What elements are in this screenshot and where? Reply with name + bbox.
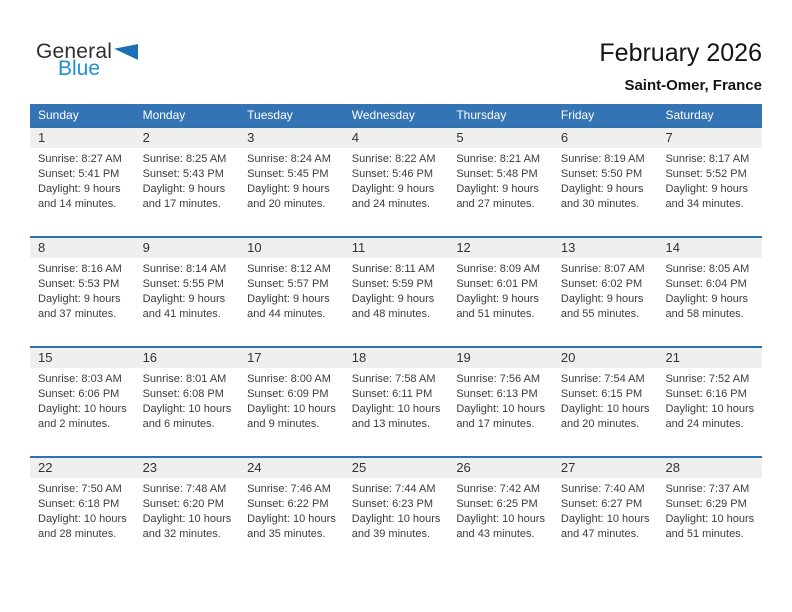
day-number: 12 (448, 238, 553, 258)
calendar-day-cell (448, 238, 553, 346)
daylight-text-line2: and 14 minutes. (38, 198, 117, 210)
day-number: 8 (30, 238, 135, 258)
day-name-friday: Friday (560, 108, 595, 122)
sunrise-text: Sunrise: 8:03 AM (38, 373, 122, 385)
day-details (553, 478, 658, 542)
sunrise-text: Sunrise: 7:48 AM (142, 483, 227, 495)
daylight-text-line2: and 47 minutes. (560, 528, 640, 540)
day-details (657, 368, 762, 432)
day-details (448, 478, 553, 542)
calendar-day-cell (448, 348, 553, 456)
day-number: 28 (657, 458, 762, 478)
daylight-text-line2: and 17 minutes. (142, 198, 221, 210)
daylight-text-line2: and 9 minutes. (247, 418, 320, 430)
day-details (344, 368, 449, 432)
day-number: 26 (448, 458, 553, 478)
calendar-day-cell (657, 128, 762, 236)
sunrise-text: Sunrise: 8:14 AM (142, 263, 227, 275)
day-number: 11 (344, 238, 449, 258)
sunset-text: Sunset: 6:13 PM (456, 388, 538, 400)
sunrise-text: Sunrise: 8:09 AM (456, 263, 541, 275)
daylight-text-line1: Daylight: 10 hours (560, 513, 650, 525)
sunrise-text: Sunrise: 7:56 AM (456, 373, 541, 385)
daylight-text-line1: Daylight: 10 hours (665, 403, 755, 415)
sunrise-text: Sunrise: 7:44 AM (351, 483, 436, 495)
sunset-text: Sunset: 6:06 PM (38, 388, 120, 400)
calendar-week-row (30, 346, 762, 456)
daylight-text-line1: Daylight: 9 hours (456, 183, 539, 195)
sunrise-text: Sunrise: 7:46 AM (247, 483, 331, 495)
sunset-text: Sunset: 6:02 PM (560, 278, 643, 290)
day-name-thursday: Thursday (456, 108, 507, 122)
calendar-week-row (30, 236, 762, 346)
day-details (239, 478, 344, 542)
day-details (448, 258, 553, 322)
sunset-text: Sunset: 6:20 PM (142, 498, 224, 510)
day-number: 17 (239, 348, 344, 368)
day-number: 10 (239, 238, 344, 258)
sunrise-text: Sunrise: 8:05 AM (665, 263, 750, 275)
daylight-text-line1: Daylight: 10 hours (351, 403, 441, 415)
daylight-text-line2: and 2 minutes. (38, 418, 111, 430)
day-number: 3 (239, 128, 344, 148)
day-name-saturday: Saturday (665, 108, 714, 122)
calendar-weeks (30, 126, 762, 566)
daylight-text-line2: and 20 minutes. (560, 418, 640, 430)
calendar-header-row (30, 104, 762, 126)
daylight-text-line1: Daylight: 10 hours (456, 513, 545, 525)
daylight-text-line1: Daylight: 9 hours (247, 183, 330, 195)
sunset-text: Sunset: 6:11 PM (351, 388, 433, 400)
daylight-text-line2: and 17 minutes. (456, 418, 535, 430)
sunset-text: Sunset: 5:53 PM (38, 278, 120, 290)
daylight-text-line1: Daylight: 10 hours (560, 403, 650, 415)
title-block (599, 40, 762, 94)
sunset-text: Sunset: 5:52 PM (665, 168, 747, 180)
logo (36, 40, 138, 81)
day-number: 15 (30, 348, 135, 368)
sunset-text: Sunset: 5:50 PM (560, 168, 643, 180)
calendar-day-cell (135, 238, 240, 346)
day-details (344, 148, 449, 212)
daylight-text-line2: and 28 minutes. (38, 528, 117, 540)
calendar-day-cell (30, 128, 135, 236)
day-details (657, 478, 762, 542)
daylight-text-line1: Daylight: 9 hours (38, 293, 121, 305)
calendar-day-cell (553, 348, 658, 456)
sunrise-text: Sunrise: 8:12 AM (247, 263, 331, 275)
day-number: 18 (344, 348, 449, 368)
day-details (553, 148, 658, 212)
day-details (657, 148, 762, 212)
sunset-text: Sunset: 6:09 PM (247, 388, 329, 400)
daylight-text-line2: and 44 minutes. (247, 308, 326, 320)
day-details (30, 258, 135, 322)
day-number: 1 (30, 128, 135, 148)
daylight-text-line2: and 55 minutes. (560, 308, 640, 320)
day-number: 9 (135, 238, 240, 258)
sunset-text: Sunset: 6:23 PM (351, 498, 434, 510)
daylight-text-line1: Daylight: 10 hours (456, 403, 545, 415)
daylight-text-line1: Daylight: 10 hours (142, 513, 232, 525)
sunrise-text: Sunrise: 8:01 AM (142, 373, 227, 385)
sunset-text: Sunset: 5:45 PM (247, 168, 329, 180)
day-number: 2 (135, 128, 240, 148)
day-number: 16 (135, 348, 240, 368)
calendar-day-cell (448, 458, 553, 566)
daylight-text-line2: and 48 minutes. (351, 308, 431, 320)
daylight-text-line2: and 39 minutes. (351, 528, 431, 540)
day-name-sunday: Sunday (38, 108, 79, 122)
sunrise-text: Sunrise: 7:40 AM (560, 483, 645, 495)
day-number: 25 (344, 458, 449, 478)
calendar-day-cell (30, 238, 135, 346)
sunrise-text: Sunrise: 7:37 AM (665, 483, 750, 495)
sunrise-text: Sunrise: 7:52 AM (665, 373, 750, 385)
day-number: 14 (657, 238, 762, 258)
day-number: 21 (657, 348, 762, 368)
daylight-text-line2: and 13 minutes. (351, 418, 431, 430)
daylight-text-line2: and 34 minutes. (665, 198, 744, 210)
calendar-day-cell (135, 348, 240, 456)
page-title: February 2026 (599, 39, 762, 67)
daylight-text-line2: and 6 minutes. (142, 418, 215, 430)
calendar-day-cell (30, 348, 135, 456)
daylight-text-line1: Daylight: 9 hours (38, 183, 121, 195)
logo-text-blue: Blue (58, 57, 101, 80)
day-number: 7 (657, 128, 762, 148)
sunset-text: Sunset: 6:18 PM (38, 498, 120, 510)
daylight-text-line1: Daylight: 9 hours (351, 183, 435, 195)
day-name-monday: Monday (142, 108, 186, 122)
calendar-week-row (30, 126, 762, 236)
daylight-text-line2: and 20 minutes. (247, 198, 326, 210)
sunset-text: Sunset: 6:27 PM (560, 498, 643, 510)
sunrise-text: Sunrise: 8:17 AM (665, 153, 750, 165)
sunset-text: Sunset: 6:22 PM (247, 498, 329, 510)
day-details (135, 148, 240, 212)
day-details (239, 368, 344, 432)
sunset-text: Sunset: 5:59 PM (351, 278, 434, 290)
sunset-text: Sunset: 6:25 PM (456, 498, 538, 510)
calendar-day-cell (239, 128, 344, 236)
sunrise-text: Sunrise: 7:50 AM (38, 483, 122, 495)
day-details (135, 258, 240, 322)
day-number: 19 (448, 348, 553, 368)
calendar (30, 104, 762, 566)
day-details (135, 478, 240, 542)
day-number: 23 (135, 458, 240, 478)
day-number: 20 (553, 348, 658, 368)
daylight-text-line2: and 41 minutes. (142, 308, 221, 320)
day-details (30, 478, 135, 542)
day-details (448, 148, 553, 212)
calendar-day-cell (448, 128, 553, 236)
sunset-text: Sunset: 5:46 PM (351, 168, 434, 180)
daylight-text-line2: and 58 minutes. (665, 308, 744, 320)
calendar-day-cell (30, 458, 135, 566)
sunset-text: Sunset: 5:48 PM (456, 168, 538, 180)
sunset-text: Sunset: 6:01 PM (456, 278, 538, 290)
sunset-text: Sunset: 5:57 PM (247, 278, 329, 290)
day-details (344, 258, 449, 322)
calendar-day-cell (135, 128, 240, 236)
calendar-day-cell (553, 458, 658, 566)
daylight-text-line2: and 35 minutes. (247, 528, 326, 540)
day-details (239, 148, 344, 212)
daylight-text-line1: Daylight: 10 hours (142, 403, 232, 415)
calendar-day-cell (135, 458, 240, 566)
day-details (553, 368, 658, 432)
calendar-day-cell (344, 128, 449, 236)
sunset-text: Sunset: 6:04 PM (665, 278, 747, 290)
sunrise-text: Sunrise: 8:19 AM (560, 153, 645, 165)
day-details (30, 368, 135, 432)
daylight-text-line2: and 24 minutes. (665, 418, 744, 430)
calendar-day-cell (239, 348, 344, 456)
day-number: 22 (30, 458, 135, 478)
daylight-text-line2: and 51 minutes. (456, 308, 535, 320)
day-name-tuesday: Tuesday (247, 108, 293, 122)
day-number: 13 (553, 238, 658, 258)
daylight-text-line1: Daylight: 10 hours (351, 513, 441, 525)
calendar-day-cell (553, 128, 658, 236)
daylight-text-line1: Daylight: 9 hours (665, 183, 749, 195)
sunrise-text: Sunrise: 7:58 AM (351, 373, 436, 385)
sunrise-text: Sunrise: 8:22 AM (351, 153, 436, 165)
daylight-text-line1: Daylight: 9 hours (142, 293, 226, 305)
day-details (239, 258, 344, 322)
daylight-text-line2: and 37 minutes. (38, 308, 117, 320)
day-number: 4 (344, 128, 449, 148)
day-details (135, 368, 240, 432)
sunrise-text: Sunrise: 8:21 AM (456, 153, 541, 165)
calendar-day-cell (239, 458, 344, 566)
daylight-text-line1: Daylight: 9 hours (247, 293, 330, 305)
day-number: 24 (239, 458, 344, 478)
daylight-text-line2: and 24 minutes. (351, 198, 431, 210)
calendar-day-cell (239, 238, 344, 346)
daylight-text-line1: Daylight: 10 hours (38, 513, 127, 525)
sunrise-text: Sunrise: 8:25 AM (142, 153, 227, 165)
daylight-text-line1: Daylight: 9 hours (142, 183, 226, 195)
calendar-day-cell (344, 348, 449, 456)
daylight-text-line1: Daylight: 9 hours (560, 293, 644, 305)
page-subtitle: Saint-Omer, France (624, 77, 762, 94)
sunset-text: Sunset: 6:15 PM (560, 388, 643, 400)
sunrise-text: Sunrise: 8:24 AM (247, 153, 331, 165)
daylight-text-line2: and 27 minutes. (456, 198, 535, 210)
day-name-wednesday: Wednesday (351, 108, 415, 122)
daylight-text-line1: Daylight: 10 hours (38, 403, 127, 415)
day-number: 27 (553, 458, 658, 478)
day-number: 5 (448, 128, 553, 148)
sunset-text: Sunset: 6:16 PM (665, 388, 747, 400)
sunset-text: Sunset: 5:43 PM (142, 168, 224, 180)
daylight-text-line1: Daylight: 9 hours (456, 293, 539, 305)
day-details (553, 258, 658, 322)
sunrise-text: Sunrise: 8:16 AM (38, 263, 122, 275)
calendar-day-cell (657, 238, 762, 346)
day-number: 6 (553, 128, 658, 148)
daylight-text-line1: Daylight: 10 hours (665, 513, 755, 525)
sunrise-text: Sunrise: 8:00 AM (247, 373, 331, 385)
calendar-day-cell (657, 458, 762, 566)
daylight-text-line2: and 51 minutes. (665, 528, 744, 540)
calendar-day-cell (344, 238, 449, 346)
sunrise-text: Sunrise: 8:07 AM (560, 263, 645, 275)
sunrise-text: Sunrise: 7:42 AM (456, 483, 541, 495)
day-details (657, 258, 762, 322)
daylight-text-line1: Daylight: 9 hours (351, 293, 435, 305)
daylight-text-line2: and 30 minutes. (560, 198, 640, 210)
daylight-text-line1: Daylight: 10 hours (247, 513, 336, 525)
logo-text-general: General (36, 40, 113, 63)
sunrise-text: Sunrise: 8:11 AM (351, 263, 435, 275)
calendar-day-cell (553, 238, 658, 346)
day-details (448, 368, 553, 432)
sunset-text: Sunset: 5:55 PM (142, 278, 224, 290)
sunrise-text: Sunrise: 8:27 AM (38, 153, 122, 165)
sunset-text: Sunset: 6:08 PM (142, 388, 224, 400)
daylight-text-line1: Daylight: 10 hours (247, 403, 336, 415)
calendar-day-cell (344, 458, 449, 566)
daylight-text-line1: Daylight: 9 hours (560, 183, 644, 195)
calendar-day-cell (657, 348, 762, 456)
day-details (344, 478, 449, 542)
daylight-text-line1: Daylight: 9 hours (665, 293, 749, 305)
calendar-week-row (30, 456, 762, 566)
daylight-text-line2: and 43 minutes. (456, 528, 535, 540)
daylight-text-line2: and 32 minutes. (142, 528, 221, 540)
sunrise-text: Sunrise: 7:54 AM (560, 373, 645, 385)
sunset-text: Sunset: 6:29 PM (665, 498, 747, 510)
sunset-text: Sunset: 5:41 PM (38, 168, 120, 180)
day-details (30, 148, 135, 212)
